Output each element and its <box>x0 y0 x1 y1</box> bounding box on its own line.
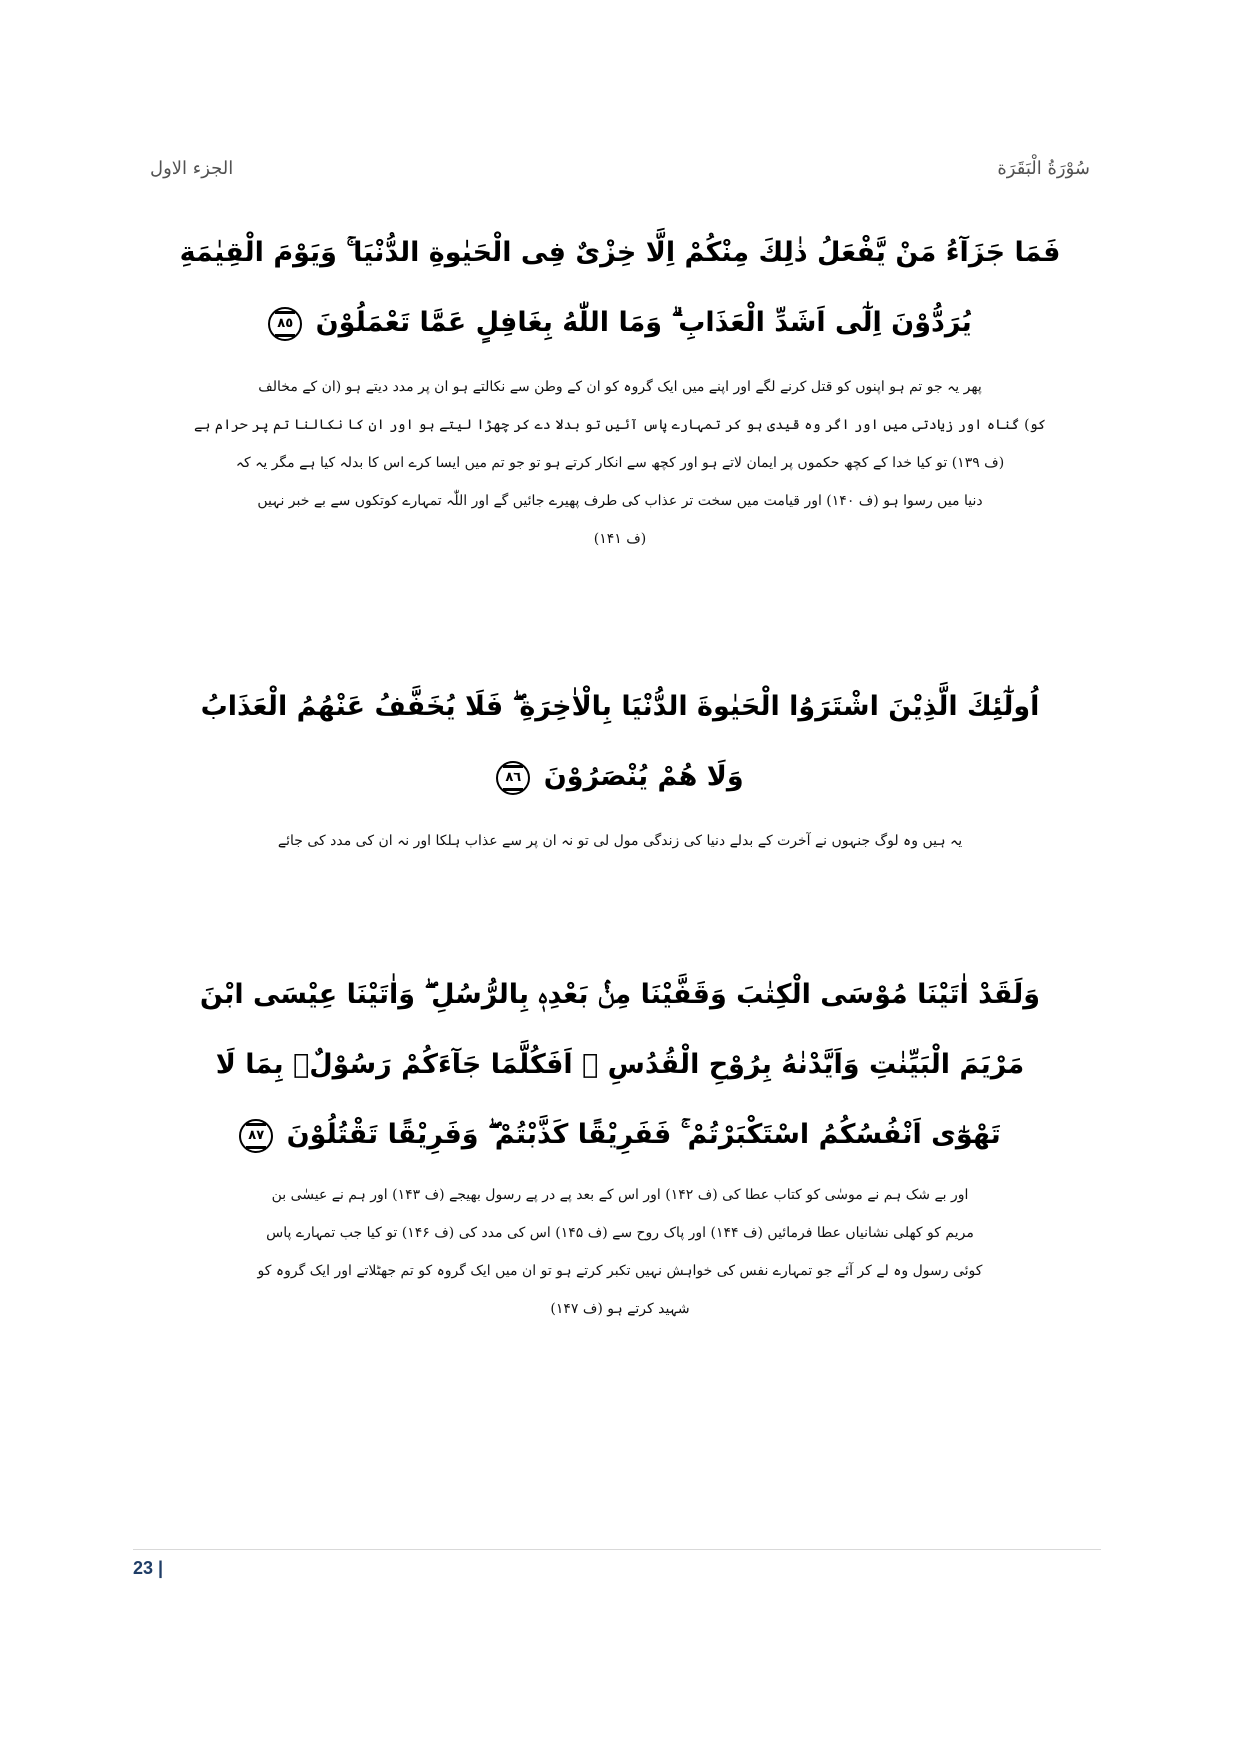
ayah-section-87 <box>150 960 1090 1328</box>
ayah-text <box>150 218 1090 358</box>
translation-line: دنیا میں رسوا ہو (ف ۱۴۰) اور قیامت میں سخت تر عذاب کی طرف پھیرے جائیں گے اور اللّٰہ تمہارے کوتکوں سے بے خبر نہیں <box>257 493 983 509</box>
page-number: 23 <box>133 1558 154 1578</box>
ayah-line-text: تَهْوٰٓى اَنْفُسُكُمُ اسْتَكْبَرْتُمْ ۚ فَفَرِيْقًا كَذَّبْتُمْ ۖ وَفَرِيْقًا تَقْتُلُوْنَ <box>286 1119 1001 1150</box>
urdu-translation <box>150 822 1090 860</box>
translation-footnote-ref: (ف ۱۴۱) <box>593 531 647 547</box>
translation-line: (ف ۱۳۹) تو کیا خدا کے کچھ حکموں پر ایمان لاتے ہو اور کچھ سے انکار کرتے ہو تو جو تم میں ایسا کرے اس کا بدلہ کیا ہے مگر یہ کہ <box>235 455 1005 471</box>
ayah-line <box>150 1100 1090 1170</box>
ayah-line <box>150 742 1090 812</box>
juz-title: الجزء الاول <box>150 158 234 179</box>
urdu-translation <box>150 368 1090 558</box>
translation-line: مریم کو کھلی نشانیاں عطا فرمائیں (ف ۱۴۴) اور پاک روح سے (ف ۱۴۵) اس کی مدد کی (ف ۱۴۶) تو کیا جب تمہارے پاس <box>266 1225 974 1241</box>
ayah-text <box>150 672 1090 812</box>
ayah-line: اُولٰٓئِكَ الَّذِيْنَ اشْتَرَوُا الْحَيٰوةَ الدُّنْيَا بِالْاٰخِرَةِ ۖ فَلَا يُخَفَّفُ عَنْهُمُ الْعَذَابُ <box>200 691 1040 722</box>
ayah-line: وَلَقَدْ اٰتَيْنَا مُوْسَى الْكِتٰبَ وَقَفَّيْنَا مِنْۢ بَعْدِهٖ بِالرُّسُلِ ۖ وَاٰتَيْنَا عِيْسَى ابْنَ <box>199 979 1041 1010</box>
ayah-line: مَرْيَمَ الْبَيِّنٰتِ وَاَيَّدْنٰهُ بِرُوْحِ الْقُدُسِ ۗ اَفَكُلَّمَا جَآءَكُمْ رَسُوْلٌۢ بِمَا لَا <box>215 1049 1025 1080</box>
page-header <box>150 150 1090 200</box>
translation-line: اور بے شک ہم نے موسٰی کو کتاب عطا کی (ف ۱۴۲) اور اس کے بعد پے در پے رسول بھیجے (ف ۱۴۳) اور ہم نے عیسٰی بن <box>271 1187 969 1203</box>
ayah-section-86 <box>150 672 1090 860</box>
ayah-number-marker: ٨٧ <box>239 1119 273 1153</box>
page-number-separator: | <box>158 1558 164 1578</box>
footer-divider <box>133 1549 1101 1550</box>
urdu-translation <box>150 1176 1090 1328</box>
ayah-line <box>150 288 1090 358</box>
surah-title: سُوْرَةُ الْبَقَرَة <box>997 158 1090 179</box>
translation-line: کوئی رسول وہ لے کر آئے جو تمہارے نفس کی خواہش نہیں تکبر کرتے ہو تو ان میں ایک گروہ کو تم جھٹلاتے اور ایک گروہ کو <box>257 1263 983 1279</box>
ayah-number-marker: ٨٦ <box>496 761 530 795</box>
ayah-line: فَمَا جَزَآءُ مَنْ يَّفْعَلُ ذٰلِكَ مِنْكُمْ اِلَّا خِزْىٌ فِى الْحَيٰوةِ الدُّنْيَا ۚ وَيَوْمَ الْقِيٰمَةِ <box>179 237 1061 268</box>
translation-line: کو) گناہ اور زیادتی میں اور اگر وہ قیدی ہو کر تمہارے پاس آئیں تو بدلا دے کر چھڑا لیتے ہو اور ان کا نکالنا تم پر حرام ہے <box>194 417 1046 433</box>
ayah-line-text: وَلَا هُمْ يُنْصَرُوْنَ <box>543 761 744 792</box>
page-footer <box>133 1558 163 1579</box>
ayah-number-marker: ٨٥ <box>268 307 302 341</box>
translation-line: شہید کرتے ہو (ف ۱۴۷) <box>550 1301 690 1317</box>
ayah-line-text: يُرَدُّوْنَ اِلٰٓى اَشَدِّ الْعَذَابِ ۗ وَمَا اللّٰهُ بِغَافِلٍ عَمَّا تَعْمَلُوْنَ <box>315 307 972 338</box>
ayah-section-85 <box>150 218 1090 558</box>
translation-line: یہ ہیں وہ لوگ جنہوں نے آخرت کے بدلے دنیا کی زندگی مول لی تو نہ ان پر سے عذاب ہلکا اور نہ ان کی مدد کی جائے <box>277 833 963 849</box>
translation-line: پھر یہ جو تم ہو اپنوں کو قتل کرنے لگے اور اپنے میں ایک گروہ کو ان کے وطن سے نکالتے ہو ان پر مدد دیتے ہو (ان کے مخالف <box>258 379 982 395</box>
ayah-text <box>150 960 1090 1170</box>
